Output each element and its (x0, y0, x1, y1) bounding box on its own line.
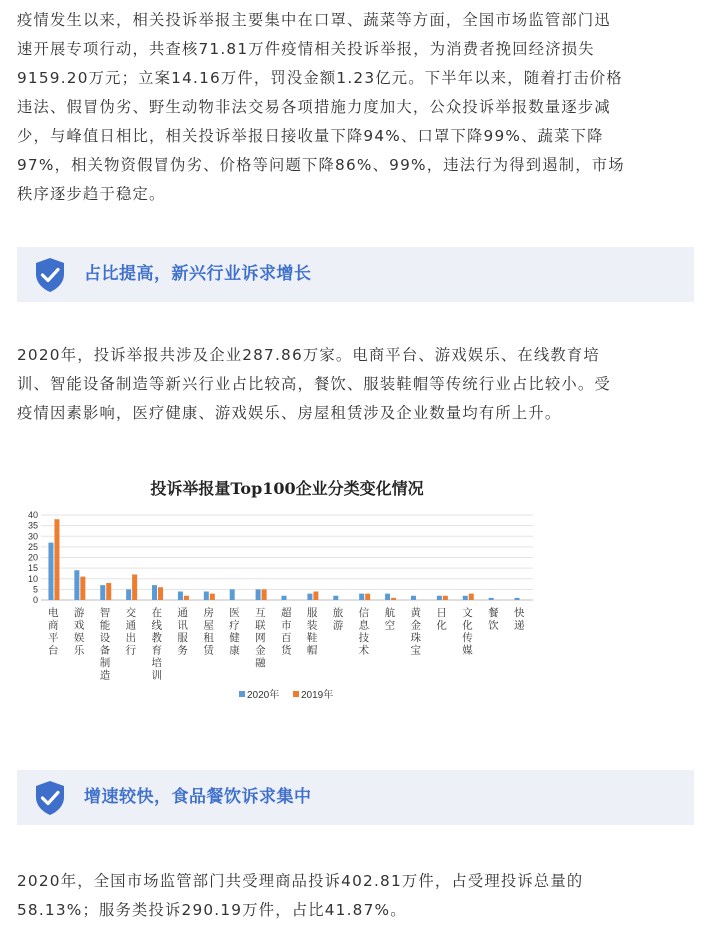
bar-2020 (100, 585, 105, 600)
legend-swatch (293, 691, 299, 697)
paragraph-intro (17, 6, 693, 209)
bar-2020 (126, 589, 131, 600)
chart-grid (41, 515, 533, 600)
bar-2019 (106, 583, 111, 600)
bar-2020 (178, 592, 183, 601)
x-category-label: 餐饮 (488, 607, 499, 632)
bar-2019 (365, 594, 370, 600)
bar-2020 (333, 596, 338, 600)
y-tick-label: 40 (27, 510, 38, 520)
legend-label: 2019年 (301, 690, 334, 701)
x-category-label: 旅游 (332, 607, 344, 632)
section-banner-2 (17, 770, 694, 825)
text-line: 违法、假冒伪劣、野生动物非法交易各项措施力度加大，公众投诉举报数量逐步减 (17, 98, 611, 116)
x-category-label: 日化 (436, 607, 447, 632)
text-line: 2020年，全国市场监管部门共受理商品投诉402.81万件，占受理投诉总量的 (17, 872, 584, 890)
legend-label: 2020年 (247, 690, 280, 701)
bar-2019 (54, 519, 59, 600)
x-category-label: 交通出行 (125, 607, 137, 657)
bar-2020 (489, 598, 494, 600)
bar-2020 (256, 589, 261, 600)
bar-2020 (48, 543, 53, 600)
y-tick-label: 25 (27, 541, 38, 552)
y-tick-label: 15 (27, 563, 38, 574)
text-line: 训、智能设备制造等新兴行业占比较高，餐饮、服装鞋帽等传统行业占比较小。受 (17, 375, 611, 393)
chart-title: 投诉举报量Top100企业分类变化情况 (150, 479, 424, 498)
text-line: 少，与峰值日相比，相关投诉举报日接收量下降94%、口罩下降99%、蔬菜下降 (17, 127, 604, 145)
text-line: 58.13%；服务类投诉290.19万件，占比41.87%。 (17, 901, 407, 919)
bar-2020 (74, 570, 79, 600)
x-category-label: 电商平台 (47, 607, 59, 657)
x-category-label: 互联网金融 (255, 607, 266, 669)
bar-2020 (385, 594, 390, 600)
chart-bars (48, 519, 519, 600)
y-tick-label: 0 (32, 595, 38, 605)
legend-swatch (239, 691, 245, 697)
x-category-label: 通讯服务 (177, 607, 188, 657)
x-category-label: 服装鞋帽 (306, 607, 318, 657)
y-tick-label: 20 (27, 552, 38, 563)
shield-check-icon (34, 257, 66, 293)
x-category-label: 航空 (384, 607, 396, 632)
bar-2020 (437, 596, 442, 600)
x-category-label: 文化传媒 (462, 607, 473, 657)
x-category-label: 在线教育培训 (151, 607, 163, 682)
bar-2019 (210, 594, 215, 600)
x-category-label: 医疗健康 (229, 607, 240, 657)
bar-2020 (411, 596, 416, 600)
y-tick-label: 10 (27, 573, 38, 584)
x-category-label: 房屋租赁 (203, 607, 214, 657)
text-line: 疫情发生以来，相关投诉举报主要集中在口罩、蔬菜等方面，全国市场监管部门迅 (17, 11, 611, 29)
y-tick-label: 5 (32, 584, 38, 595)
bar-2019 (184, 596, 189, 600)
y-tick-label: 35 (27, 520, 38, 531)
bar-2020 (282, 596, 287, 600)
bar-2020 (230, 589, 235, 600)
bar-2020 (152, 585, 157, 600)
bar-2019 (132, 575, 137, 601)
text-line: 速开展专项行动，共查核71.81万件疫情相关投诉举报，为消费者挽回经济损失 (17, 40, 595, 58)
x-category-label: 信息技术 (358, 607, 370, 657)
bar-2019 (262, 589, 267, 600)
x-category-label: 超市百货 (281, 607, 292, 657)
bar-2019 (80, 577, 85, 600)
text-line: 秩序逐步趋于稳定。 (17, 185, 166, 203)
bar-2020 (307, 594, 312, 600)
bar-2019 (313, 592, 318, 601)
bar-chart (17, 468, 577, 718)
x-category-label: 游戏娱乐 (73, 607, 85, 657)
bar-2020 (515, 598, 520, 600)
y-tick-label: 30 (27, 531, 38, 542)
chart-legend (239, 688, 333, 701)
bar-2020 (359, 594, 364, 600)
text-line: 97%，相关物资假冒伪劣、价格等问题下降86%、99%，违法行为得到遏制，市场 (17, 156, 625, 174)
section-title: 增速较快，食品餐饮诉求集中 (84, 787, 312, 807)
bar-2019 (158, 587, 163, 600)
x-category-label: 快递 (514, 607, 525, 632)
y-axis (28, 510, 38, 605)
bar-2020 (463, 596, 468, 600)
paragraph-companies (17, 341, 693, 428)
x-category-label: 智能设备制造 (99, 607, 111, 682)
text-line: 9159.20万元；立案14.16万件，罚没金额1.23亿元。下半年以来，随着打击价格 (17, 69, 623, 87)
bar-2020 (204, 592, 209, 601)
shield-check-icon (34, 780, 66, 816)
x-axis (48, 606, 525, 682)
section-title: 占比提高，新兴行业诉求增长 (84, 264, 312, 284)
bar-2019 (469, 594, 474, 600)
bar-2019 (391, 598, 396, 600)
paragraph-goods-services (17, 867, 693, 925)
text-line: 2020年，投诉举报共涉及企业287.86万家。电商平台、游戏娱乐、在线教育培 (17, 346, 600, 364)
text-line: 疫情因素影响，医疗健康、游戏娱乐、房屋租赁涉及企业数量均有所上升。 (17, 404, 562, 422)
section-banner-1 (17, 247, 694, 302)
x-category-label: 黄金珠宝 (410, 607, 421, 657)
bar-2019 (443, 596, 448, 600)
